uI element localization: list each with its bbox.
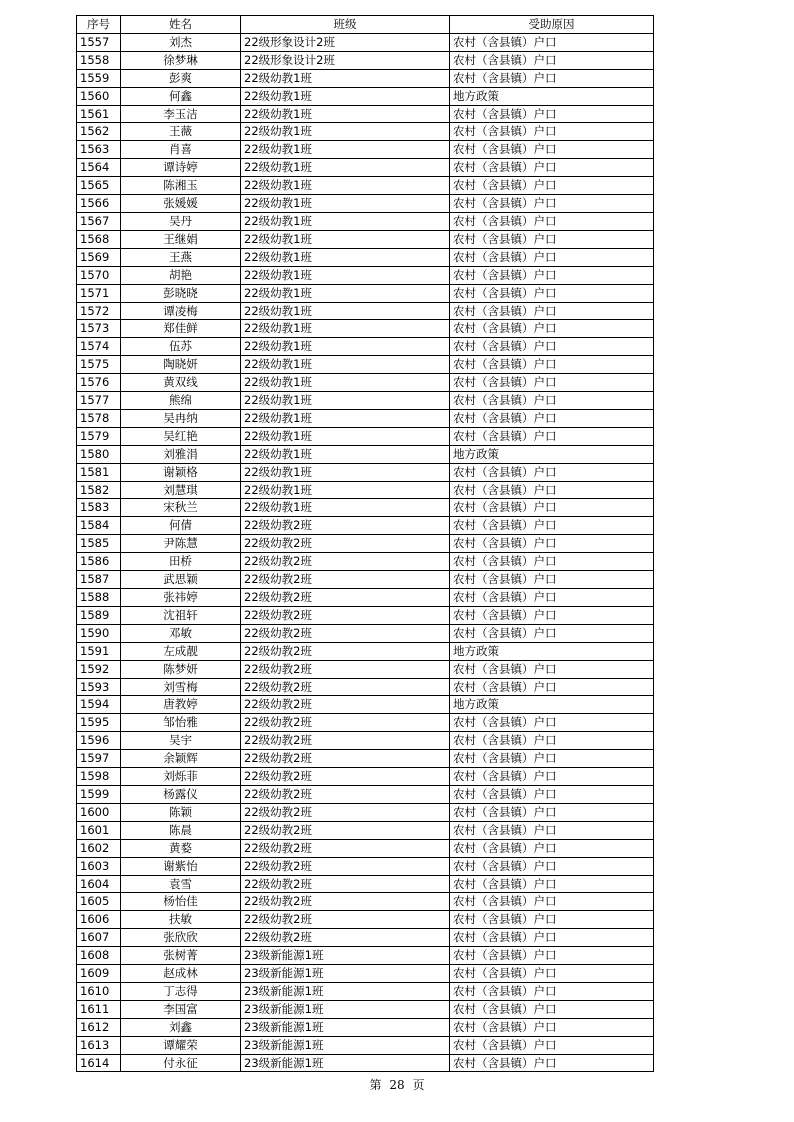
aid-reason-cell: 农村（含县镇）户口	[450, 374, 654, 392]
class-cell: 22级幼教1班	[241, 338, 450, 356]
table-header	[77, 16, 654, 34]
table-row	[77, 159, 654, 177]
student-name-cell: 黄双线	[121, 374, 241, 392]
aid-reason-cell: 农村（含县镇）户口	[450, 33, 654, 51]
table-row	[77, 624, 654, 642]
class-cell: 22级幼教1班	[241, 302, 450, 320]
student-name-cell: 扶敏	[121, 911, 241, 929]
class-cell: 22级幼教2班	[241, 821, 450, 839]
serial-number-cell: 1565	[77, 177, 121, 195]
student-name-cell: 王燕	[121, 248, 241, 266]
serial-number-cell: 1585	[77, 535, 121, 553]
class-cell: 22级幼教2班	[241, 624, 450, 642]
aid-reason-cell: 农村（含县镇）户口	[450, 1036, 654, 1054]
aid-reason-cell: 农村（含县镇）户口	[450, 356, 654, 374]
serial-number-cell: 1596	[77, 732, 121, 750]
serial-number-cell: 1561	[77, 105, 121, 123]
serial-number-cell: 1599	[77, 785, 121, 803]
aid-reason-cell: 农村（含县镇）户口	[450, 982, 654, 1000]
student-name-cell: 刘鑫	[121, 1018, 241, 1036]
aid-reason-cell: 农村（含县镇）户口	[450, 571, 654, 589]
aid-reason-cell: 农村（含县镇）户口	[450, 105, 654, 123]
aid-reason-cell: 农村（含县镇）户口	[450, 553, 654, 571]
serial-number-cell: 1580	[77, 445, 121, 463]
table-row	[77, 678, 654, 696]
student-name-cell: 丁志得	[121, 982, 241, 1000]
serial-number-cell: 1598	[77, 768, 121, 786]
student-name-cell: 陈晨	[121, 821, 241, 839]
aid-reason-cell: 农村（含县镇）户口	[450, 875, 654, 893]
aid-reason-cell: 农村（含县镇）户口	[450, 248, 654, 266]
aid-reason-cell: 农村（含县镇）户口	[450, 893, 654, 911]
table-row	[77, 445, 654, 463]
serial-number-cell: 1584	[77, 517, 121, 535]
student-name-cell: 余颖辉	[121, 750, 241, 768]
class-cell: 22级幼教2班	[241, 696, 450, 714]
class-cell: 22级幼教1班	[241, 499, 450, 517]
serial-number-cell: 1577	[77, 392, 121, 410]
serial-number-cell: 1586	[77, 553, 121, 571]
table-row	[77, 714, 654, 732]
serial-number-cell: 1590	[77, 624, 121, 642]
class-cell: 22级幼教1班	[241, 427, 450, 445]
student-name-cell: 武思颖	[121, 571, 241, 589]
class-cell: 22级幼教2班	[241, 535, 450, 553]
class-cell: 22级形象设计2班	[241, 33, 450, 51]
serial-number-cell: 1604	[77, 875, 121, 893]
serial-number-cell: 1570	[77, 266, 121, 284]
aid-reason-cell: 农村（含县镇）户口	[450, 284, 654, 302]
student-name-cell: 陶晓妍	[121, 356, 241, 374]
table-row	[77, 821, 654, 839]
aid-reason-cell: 农村（含县镇）户口	[450, 159, 654, 177]
aid-reason-cell: 农村（含县镇）户口	[450, 302, 654, 320]
header-serial-number: 序号	[77, 16, 121, 34]
serial-number-cell: 1600	[77, 803, 121, 821]
student-name-cell: 徐梦琳	[121, 51, 241, 69]
class-cell: 22级幼教2班	[241, 785, 450, 803]
serial-number-cell: 1589	[77, 606, 121, 624]
student-name-cell: 胡艳	[121, 266, 241, 284]
student-name-cell: 王薇	[121, 123, 241, 141]
student-name-cell: 宋秋兰	[121, 499, 241, 517]
serial-number-cell: 1597	[77, 750, 121, 768]
table-row	[77, 929, 654, 947]
aid-reason-cell: 农村（含县镇）户口	[450, 320, 654, 338]
table-row	[77, 87, 654, 105]
aid-reason-cell: 农村（含县镇）户口	[450, 230, 654, 248]
class-cell: 22级幼教2班	[241, 875, 450, 893]
aid-reason-cell: 农村（含县镇）户口	[450, 857, 654, 875]
serial-number-cell: 1575	[77, 356, 121, 374]
class-cell: 22级幼教2班	[241, 606, 450, 624]
class-cell: 22级幼教2班	[241, 732, 450, 750]
aid-reason-cell: 农村（含县镇）户口	[450, 266, 654, 284]
table-row	[77, 374, 654, 392]
class-cell: 22级幼教1班	[241, 195, 450, 213]
student-name-cell: 何倩	[121, 517, 241, 535]
aid-reason-cell: 农村（含县镇）户口	[450, 732, 654, 750]
student-name-cell: 田桥	[121, 553, 241, 571]
student-name-cell: 尹陈慧	[121, 535, 241, 553]
class-cell: 22级幼教1班	[241, 356, 450, 374]
aid-reason-cell: 农村（含县镇）户口	[450, 535, 654, 553]
aid-reason-cell: 农村（含县镇）户口	[450, 1054, 654, 1072]
aid-reason-cell: 农村（含县镇）户口	[450, 141, 654, 159]
table-row	[77, 875, 654, 893]
student-name-cell: 刘雅涓	[121, 445, 241, 463]
table-row	[77, 732, 654, 750]
serial-number-cell: 1607	[77, 929, 121, 947]
student-name-cell: 吴丹	[121, 212, 241, 230]
serial-number-cell: 1578	[77, 409, 121, 427]
serial-number-cell: 1564	[77, 159, 121, 177]
student-name-cell: 熊绵	[121, 392, 241, 410]
aid-reason-cell: 农村（含县镇）户口	[450, 911, 654, 929]
class-cell: 23级新能源1班	[241, 1054, 450, 1072]
table-row	[77, 1000, 654, 1018]
class-cell: 22级形象设计2班	[241, 51, 450, 69]
header-aid-reason: 受助原因	[450, 16, 654, 34]
aid-recipients-table	[76, 15, 654, 1072]
serial-number-cell: 1614	[77, 1054, 121, 1072]
table-row	[77, 982, 654, 1000]
aid-reason-cell: 农村（含县镇）户口	[450, 714, 654, 732]
student-name-cell: 吴冉纳	[121, 409, 241, 427]
aid-reason-cell: 农村（含县镇）户口	[450, 678, 654, 696]
student-name-cell: 刘雪梅	[121, 678, 241, 696]
student-name-cell: 谭耀荣	[121, 1036, 241, 1054]
table-row	[77, 481, 654, 499]
class-cell: 22级幼教1班	[241, 105, 450, 123]
table-row	[77, 248, 654, 266]
class-cell: 22级幼教2班	[241, 660, 450, 678]
student-name-cell: 刘慧琪	[121, 481, 241, 499]
serial-number-cell: 1574	[77, 338, 121, 356]
aid-reason-cell: 农村（含县镇）户口	[450, 195, 654, 213]
table-row	[77, 768, 654, 786]
table-row	[77, 965, 654, 983]
aid-reason-cell: 农村（含县镇）户口	[450, 768, 654, 786]
serial-number-cell: 1560	[77, 87, 121, 105]
class-cell: 22级幼教1班	[241, 374, 450, 392]
serial-number-cell: 1572	[77, 302, 121, 320]
class-cell: 22级幼教2班	[241, 553, 450, 571]
aid-reason-cell: 农村（含县镇）户口	[450, 392, 654, 410]
serial-number-cell: 1562	[77, 123, 121, 141]
table-body	[77, 33, 654, 1072]
student-name-cell: 陈颖	[121, 803, 241, 821]
table-row	[77, 803, 654, 821]
student-name-cell: 沈祖轩	[121, 606, 241, 624]
table-row	[77, 606, 654, 624]
class-cell: 22级幼教1班	[241, 159, 450, 177]
table-row	[77, 284, 654, 302]
student-name-cell: 谭凌梅	[121, 302, 241, 320]
serial-number-cell: 1587	[77, 571, 121, 589]
serial-number-cell: 1595	[77, 714, 121, 732]
class-cell: 22级幼教1班	[241, 445, 450, 463]
student-name-cell: 谭诗婷	[121, 159, 241, 177]
class-cell: 22级幼教2班	[241, 714, 450, 732]
serial-number-cell: 1573	[77, 320, 121, 338]
class-cell: 22级幼教1班	[241, 266, 450, 284]
table-row	[77, 696, 654, 714]
student-name-cell: 陈梦妍	[121, 660, 241, 678]
serial-number-cell: 1581	[77, 463, 121, 481]
table-row	[77, 33, 654, 51]
table-row	[77, 1054, 654, 1072]
aid-reason-cell: 地方政策	[450, 445, 654, 463]
table-row	[77, 517, 654, 535]
class-cell: 23级新能源1班	[241, 1000, 450, 1018]
aid-reason-cell: 农村（含县镇）户口	[450, 660, 654, 678]
class-cell: 22级幼教1班	[241, 392, 450, 410]
aid-reason-cell: 农村（含县镇）户口	[450, 1000, 654, 1018]
serial-number-cell: 1559	[77, 69, 121, 87]
table-row	[77, 463, 654, 481]
table-row	[77, 642, 654, 660]
class-cell: 22级幼教2班	[241, 839, 450, 857]
serial-number-cell: 1613	[77, 1036, 121, 1054]
table-row	[77, 177, 654, 195]
aid-reason-cell: 农村（含县镇）户口	[450, 409, 654, 427]
student-name-cell: 谢颖格	[121, 463, 241, 481]
table-row	[77, 212, 654, 230]
student-name-cell: 左成靓	[121, 642, 241, 660]
table-row	[77, 230, 654, 248]
serial-number-cell: 1592	[77, 660, 121, 678]
serial-number-cell: 1610	[77, 982, 121, 1000]
table-row	[77, 911, 654, 929]
aid-reason-cell: 农村（含县镇）户口	[450, 839, 654, 857]
student-name-cell: 李国富	[121, 1000, 241, 1018]
student-name-cell: 吴宇	[121, 732, 241, 750]
table-row	[77, 409, 654, 427]
student-name-cell: 邓敏	[121, 624, 241, 642]
serial-number-cell: 1566	[77, 195, 121, 213]
aid-reason-cell: 农村（含县镇）户口	[450, 123, 654, 141]
table-row	[77, 1036, 654, 1054]
aid-reason-cell: 农村（含县镇）户口	[450, 212, 654, 230]
class-cell: 22级幼教1班	[241, 123, 450, 141]
table-row	[77, 499, 654, 517]
class-cell: 22级幼教1班	[241, 230, 450, 248]
class-cell: 22级幼教2班	[241, 589, 450, 607]
serial-number-cell: 1594	[77, 696, 121, 714]
student-name-cell: 李玉洁	[121, 105, 241, 123]
aid-reason-cell: 农村（含县镇）户口	[450, 177, 654, 195]
class-cell: 23级新能源1班	[241, 965, 450, 983]
student-name-cell: 谢紫怡	[121, 857, 241, 875]
serial-number-cell: 1582	[77, 481, 121, 499]
table-row	[77, 553, 654, 571]
student-name-cell: 邹怡雅	[121, 714, 241, 732]
class-cell: 22级幼教2班	[241, 911, 450, 929]
class-cell: 22级幼教2班	[241, 768, 450, 786]
table-row	[77, 1018, 654, 1036]
class-cell: 22级幼教2班	[241, 929, 450, 947]
student-name-cell: 张树菁	[121, 947, 241, 965]
class-cell: 23级新能源1班	[241, 947, 450, 965]
serial-number-cell: 1563	[77, 141, 121, 159]
aid-reason-cell: 农村（含县镇）户口	[450, 821, 654, 839]
table-row	[77, 535, 654, 553]
serial-number-cell: 1576	[77, 374, 121, 392]
serial-number-cell: 1602	[77, 839, 121, 857]
student-name-cell: 郑佳鲜	[121, 320, 241, 338]
class-cell: 22级幼教1班	[241, 69, 450, 87]
table-row	[77, 750, 654, 768]
table-row	[77, 571, 654, 589]
class-cell: 22级幼教1班	[241, 248, 450, 266]
aid-reason-cell: 农村（含县镇）户口	[450, 338, 654, 356]
table-row	[77, 320, 654, 338]
table-row	[77, 893, 654, 911]
class-cell: 22级幼教2班	[241, 857, 450, 875]
page-number: 第 28 页	[369, 1078, 425, 1092]
student-name-cell: 杨怡佳	[121, 893, 241, 911]
table-row	[77, 427, 654, 445]
class-cell: 22级幼教1班	[241, 87, 450, 105]
serial-number-cell: 1568	[77, 230, 121, 248]
class-cell: 22级幼教1班	[241, 141, 450, 159]
aid-reason-cell: 农村（含县镇）户口	[450, 929, 654, 947]
class-cell: 22级幼教2班	[241, 893, 450, 911]
student-name-cell: 张媛媛	[121, 195, 241, 213]
class-cell: 22级幼教1班	[241, 212, 450, 230]
aid-reason-cell: 农村（含县镇）户口	[450, 750, 654, 768]
class-cell: 22级幼教1班	[241, 320, 450, 338]
aid-reason-cell: 农村（含县镇）户口	[450, 606, 654, 624]
serial-number-cell: 1579	[77, 427, 121, 445]
class-cell: 22级幼教2班	[241, 517, 450, 535]
student-name-cell: 何鑫	[121, 87, 241, 105]
header-row	[77, 16, 654, 34]
serial-number-cell: 1611	[77, 1000, 121, 1018]
aid-reason-cell: 农村（含县镇）户口	[450, 965, 654, 983]
student-name-cell: 刘杰	[121, 33, 241, 51]
class-cell: 22级幼教1班	[241, 409, 450, 427]
class-cell: 22级幼教2班	[241, 571, 450, 589]
table-row	[77, 785, 654, 803]
class-cell: 22级幼教1班	[241, 481, 450, 499]
student-name-cell: 杨露仪	[121, 785, 241, 803]
serial-number-cell: 1571	[77, 284, 121, 302]
header-name: 姓名	[121, 16, 241, 34]
class-cell: 22级幼教2班	[241, 803, 450, 821]
student-name-cell: 彭爽	[121, 69, 241, 87]
aid-reason-cell: 地方政策	[450, 87, 654, 105]
aid-reason-cell: 农村（含县镇）户口	[450, 427, 654, 445]
aid-reason-cell: 农村（含县镇）户口	[450, 947, 654, 965]
student-name-cell: 赵成林	[121, 965, 241, 983]
aid-reason-cell: 农村（含县镇）户口	[450, 589, 654, 607]
student-name-cell: 付永征	[121, 1054, 241, 1072]
aid-reason-cell: 农村（含县镇）户口	[450, 499, 654, 517]
table-row	[77, 947, 654, 965]
class-cell: 23级新能源1班	[241, 1018, 450, 1036]
class-cell: 22级幼教1班	[241, 463, 450, 481]
class-cell: 22级幼教2班	[241, 678, 450, 696]
student-name-cell: 伍苏	[121, 338, 241, 356]
student-name-cell: 王继娟	[121, 230, 241, 248]
serial-number-cell: 1591	[77, 642, 121, 660]
serial-number-cell: 1558	[77, 51, 121, 69]
student-name-cell: 陈湘玉	[121, 177, 241, 195]
student-name-cell: 张祎婷	[121, 589, 241, 607]
table-row	[77, 266, 654, 284]
class-cell: 23级新能源1班	[241, 982, 450, 1000]
aid-reason-cell: 农村（含县镇）户口	[450, 69, 654, 87]
student-name-cell: 吴红艳	[121, 427, 241, 445]
serial-number-cell: 1603	[77, 857, 121, 875]
table-row	[77, 589, 654, 607]
aid-reason-cell: 地方政策	[450, 696, 654, 714]
aid-reason-cell: 农村（含县镇）户口	[450, 51, 654, 69]
header-class: 班级	[241, 16, 450, 34]
student-name-cell: 彭晓晓	[121, 284, 241, 302]
aid-reason-cell: 农村（含县镇）户口	[450, 481, 654, 499]
table-row	[77, 105, 654, 123]
table-row	[77, 839, 654, 857]
student-name-cell: 刘烁菲	[121, 768, 241, 786]
aid-reason-cell: 农村（含县镇）户口	[450, 517, 654, 535]
table-row	[77, 302, 654, 320]
class-cell: 23级新能源1班	[241, 1036, 450, 1054]
table-row	[77, 392, 654, 410]
aid-reason-cell: 地方政策	[450, 642, 654, 660]
aid-reason-cell: 农村（含县镇）户口	[450, 785, 654, 803]
serial-number-cell: 1593	[77, 678, 121, 696]
class-cell: 22级幼教2班	[241, 642, 450, 660]
table-row	[77, 69, 654, 87]
table-row	[77, 338, 654, 356]
serial-number-cell: 1588	[77, 589, 121, 607]
class-cell: 22级幼教1班	[241, 284, 450, 302]
student-name-cell: 张欣欣	[121, 929, 241, 947]
class-cell: 22级幼教1班	[241, 177, 450, 195]
serial-number-cell: 1609	[77, 965, 121, 983]
serial-number-cell: 1606	[77, 911, 121, 929]
table-row	[77, 123, 654, 141]
class-cell: 22级幼教2班	[241, 750, 450, 768]
table-row	[77, 51, 654, 69]
serial-number-cell: 1605	[77, 893, 121, 911]
aid-reason-cell: 农村（含县镇）户口	[450, 803, 654, 821]
student-name-cell: 黄婺	[121, 839, 241, 857]
table-row	[77, 195, 654, 213]
table-row	[77, 857, 654, 875]
aid-reason-cell: 农村（含县镇）户口	[450, 1018, 654, 1036]
student-name-cell: 唐教婷	[121, 696, 241, 714]
serial-number-cell: 1557	[77, 33, 121, 51]
table-row	[77, 141, 654, 159]
serial-number-cell: 1569	[77, 248, 121, 266]
student-name-cell: 袁雪	[121, 875, 241, 893]
aid-reason-cell: 农村（含县镇）户口	[450, 463, 654, 481]
serial-number-cell: 1601	[77, 821, 121, 839]
serial-number-cell: 1612	[77, 1018, 121, 1036]
aid-reason-cell: 农村（含县镇）户口	[450, 624, 654, 642]
table-row	[77, 660, 654, 678]
serial-number-cell: 1608	[77, 947, 121, 965]
student-name-cell: 肖喜	[121, 141, 241, 159]
serial-number-cell: 1583	[77, 499, 121, 517]
table-row	[77, 356, 654, 374]
serial-number-cell: 1567	[77, 212, 121, 230]
